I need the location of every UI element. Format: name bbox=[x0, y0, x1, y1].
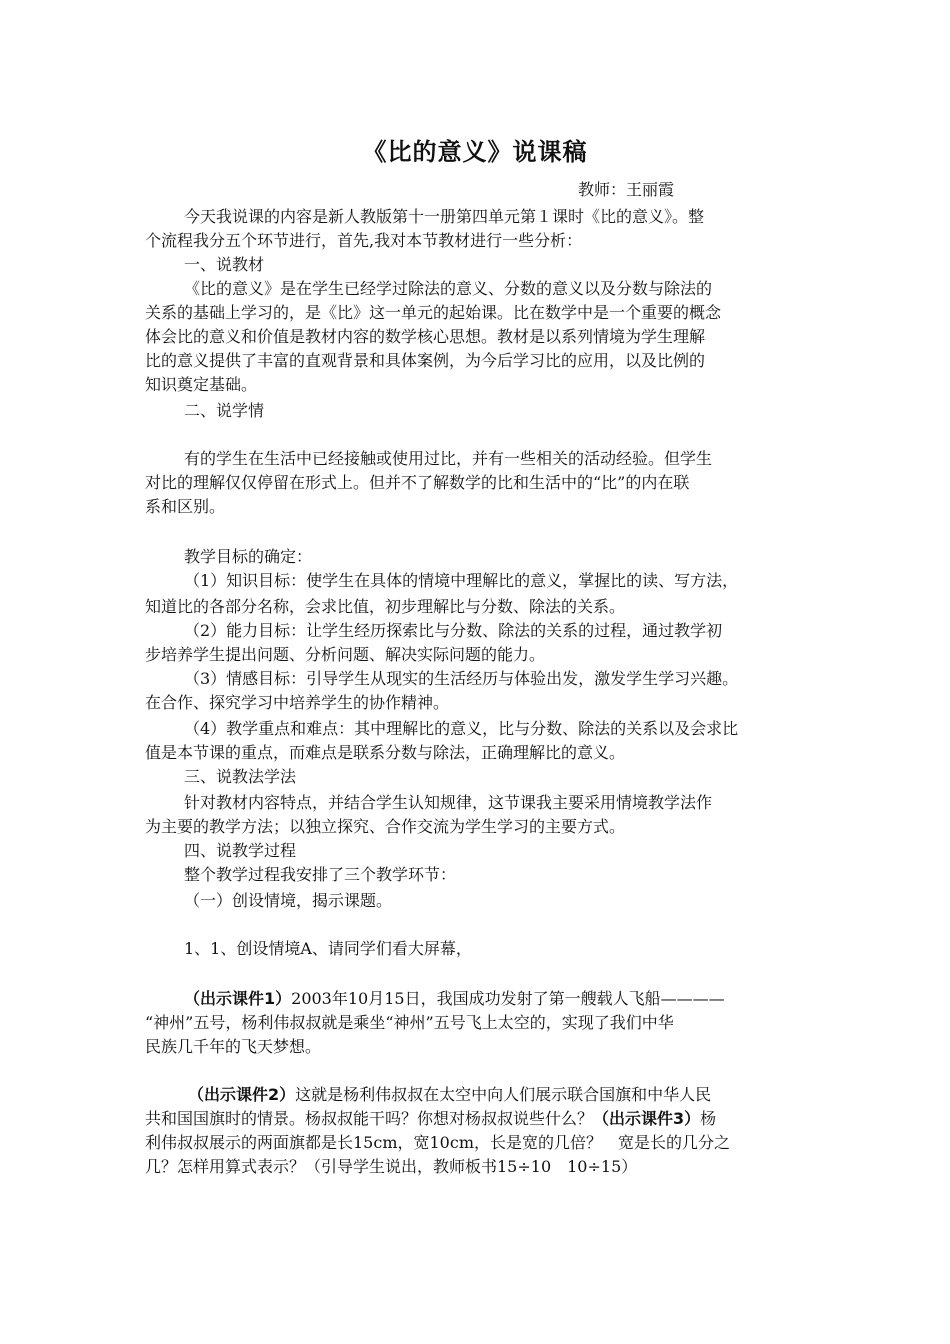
section-heading: 三、说教法学法 bbox=[184, 767, 297, 786]
section-heading: 一、说教材 bbox=[184, 255, 265, 274]
paragraph-line: 知道比的各部分名称，会求比值，初步理解比与分数、除法的关系。 bbox=[145, 597, 626, 616]
section-heading: 四、说教学过程 bbox=[184, 841, 297, 860]
paragraph-text: 共和国国旗时的情景。杨叔叔能干吗？你想对杨叔叔说些什么？ bbox=[145, 1109, 594, 1128]
document-title: 《比的意义》说课稿 bbox=[362, 138, 588, 166]
paragraph-line: 利伟叔叔展示的两面旗都是长15cm，宽10cm，长是宽的几倍？ 宽是长的几分之 bbox=[145, 1133, 730, 1152]
paragraph-line: 个流程我分五个环节进行，首先,我对本节教材进行一些分析： bbox=[145, 231, 583, 250]
paragraph-line: 在合作、探究学习中培养学生的协作精神。 bbox=[145, 693, 450, 712]
paragraph-line: 民族几千年的飞天梦想。 bbox=[145, 1037, 322, 1056]
paragraph-line: 对比的理解仅仅停留在形式上。但并不了解数学的比和生活中的“比”的内在联 bbox=[145, 473, 690, 492]
paragraph-line: 几？怎样用算式表示？（引导学生说出，教师板书15÷10 10÷15） bbox=[145, 1157, 638, 1176]
paragraph-line: 知识奠定基础。 bbox=[145, 375, 258, 394]
paragraph-line: 值是本节课的重点，而难点是联系分数与除法，正确理解比的意义。 bbox=[145, 743, 626, 762]
paragraph-text: 杨 bbox=[700, 1109, 717, 1128]
paragraph-line: “神州”五号，杨利伟叔叔就是乘坐“神州”五号飞上太空的，实现了我们中华 bbox=[145, 1013, 674, 1032]
paragraph-line: 系和区别。 bbox=[145, 497, 226, 516]
paragraph-text: 2003年10月15日，我国成功发射了第一艘载人飞船———— bbox=[291, 989, 725, 1008]
paragraph-line: 体会比的意义和价值是教材内容的数学核心思想。教材是以系列情境为学生理解 bbox=[145, 327, 706, 346]
paragraph-line: （一）创设情境，揭示课题。 bbox=[184, 891, 393, 910]
paragraph-line: 关系的基础上学习的，是《比》这一单元的起始课。比在数学中是一个重要的概念 bbox=[145, 303, 722, 322]
paragraph-line: 整个教学过程我安排了三个教学环节： bbox=[184, 865, 457, 884]
paragraph-line bbox=[184, 986, 725, 1009]
paragraph-text: 这就是杨利伟叔叔在太空中向人们展示联合国旗和中华人民 bbox=[295, 1085, 712, 1104]
paragraph-line bbox=[188, 1082, 711, 1105]
courseware-1-label: （出示课件1） bbox=[184, 989, 292, 1008]
paragraph-line: 《比的意义》是在学生已经学过除法的意义、分数的意义以及分数与除法的 bbox=[184, 279, 713, 298]
author-line: 教师：王丽霞 bbox=[578, 180, 675, 199]
courseware-2-label: （出示课件2） bbox=[188, 1085, 296, 1104]
paragraph-line: （2）能力目标：让学生经历探索比与分数、除法的关系的过程，通过教学初 bbox=[184, 621, 723, 640]
paragraph-line: 步培养学生提出问题、分析问题、解决实际问题的能力。 bbox=[145, 645, 546, 664]
paragraph-line: 针对教材内容特点，并结合学生认知规律，这节课我主要采用情境教学法作 bbox=[184, 793, 713, 812]
paragraph-line: 教学目标的确定： bbox=[184, 547, 313, 566]
paragraph-line bbox=[145, 1106, 716, 1129]
paragraph-line: （3）情感目标：引导学生从现实的生活经历与体验出发，激发学生学习兴趣。 bbox=[184, 669, 739, 688]
paragraph-line: （1）知识目标：使学生在具体的情境中理解比的意义，掌握比的读、写方法， bbox=[184, 571, 739, 590]
section-heading: 二、说学情 bbox=[184, 401, 265, 420]
paragraph-line: 为主要的教学方法；以独立探究、合作交流为学生学习的主要方式。 bbox=[145, 817, 626, 836]
paragraph-line: 有的学生在生活中已经接触或使用过比，并有一些相关的活动经验。但学生 bbox=[184, 449, 713, 468]
paragraph-line: （4）教学重点和难点：其中理解比的意义，比与分数、除法的关系以及会求比 bbox=[184, 719, 739, 738]
paragraph-line: 1、1、创设情境A、请同学们看大屏幕， bbox=[184, 939, 472, 958]
courseware-3-label: （出示课件3） bbox=[593, 1109, 701, 1128]
paragraph-line: 比的意义提供了丰富的直观背景和具体案例，为今后学习比的应用，以及比例的 bbox=[145, 351, 706, 370]
paragraph-line: 今天我说课的内容是新人教版第十一册第四单元第１课时《比的意义》。整 bbox=[184, 207, 705, 226]
